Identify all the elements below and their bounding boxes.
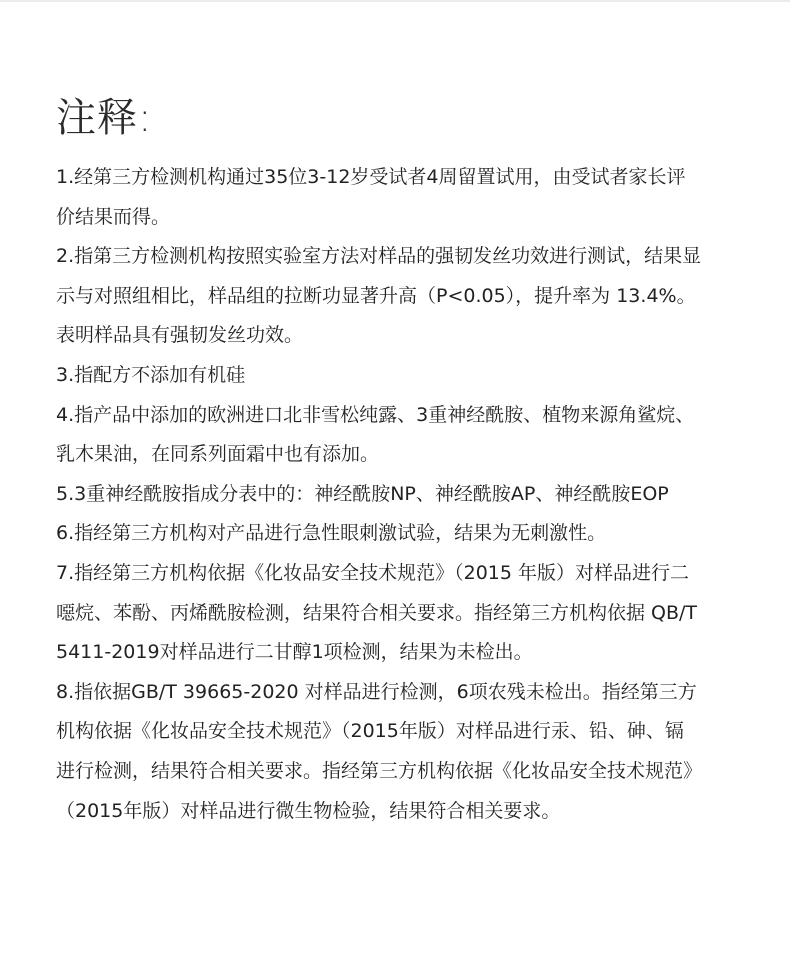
note-item-2: 2.指第三方检测机构按照实验室方法对样品的强韧发丝功效进行测试，结果显 示与对照组相比，样品组的拉断功显著升高（P<0.05），提升率为 13.4%。 表明样品具有强韧发丝功效。 (56, 245, 702, 347)
page-title: 注释: (56, 95, 153, 141)
note-item-5: 5.3重神经酰胺指成分表中的：神经酰胺NP、神经酰胺AP、神经酰胺EOP (56, 482, 669, 505)
note-item-3: 3.指配方不添加有机硅 (56, 363, 246, 386)
top-divider (0, 0, 790, 2)
notes-section (56, 90, 736, 831)
note-item-8: 8.指依据GB/T 39665-2020 对样品进行检测，6项农残未检出。指经第三方 机构依据《化妆品安全技术规范》（2015年版）对样品进行汞、铅、砷、镉 进行检测，结果符合相关要求。指经第三方机构依据《化妆品安全技术规范》 （2015年版）对样品进行微生物检验，结果符合相关要求。 (56, 680, 703, 822)
note-item-6: 6.指经第三方机构对产品进行急性眼刺激试验，结果为无刺激性。 (56, 522, 607, 545)
note-item-4: 4.指产品中添加的欧洲进口北非雪松纯露、3重神经酰胺、植物来源角鲨烷、 乳木果油，在同系列面霜中也有添加。 (56, 403, 695, 466)
note-item-7: 7.指经第三方机构依据《化妆品安全技术规范》（2015 年版）对样品进行二 噁烷、苯酚、丙烯酰胺检测，结果符合相关要求。指经第三方机构依据 QB/T 5411-2019对样品进行二甘醇1项检测，结果为未检出。 (56, 561, 698, 664)
note-item-1: 1.经第三方检测机构通过35位3-12岁受试者4周留置试用，由受试者家长评 价结果而得。 (56, 166, 686, 228)
notes-list (56, 158, 736, 831)
